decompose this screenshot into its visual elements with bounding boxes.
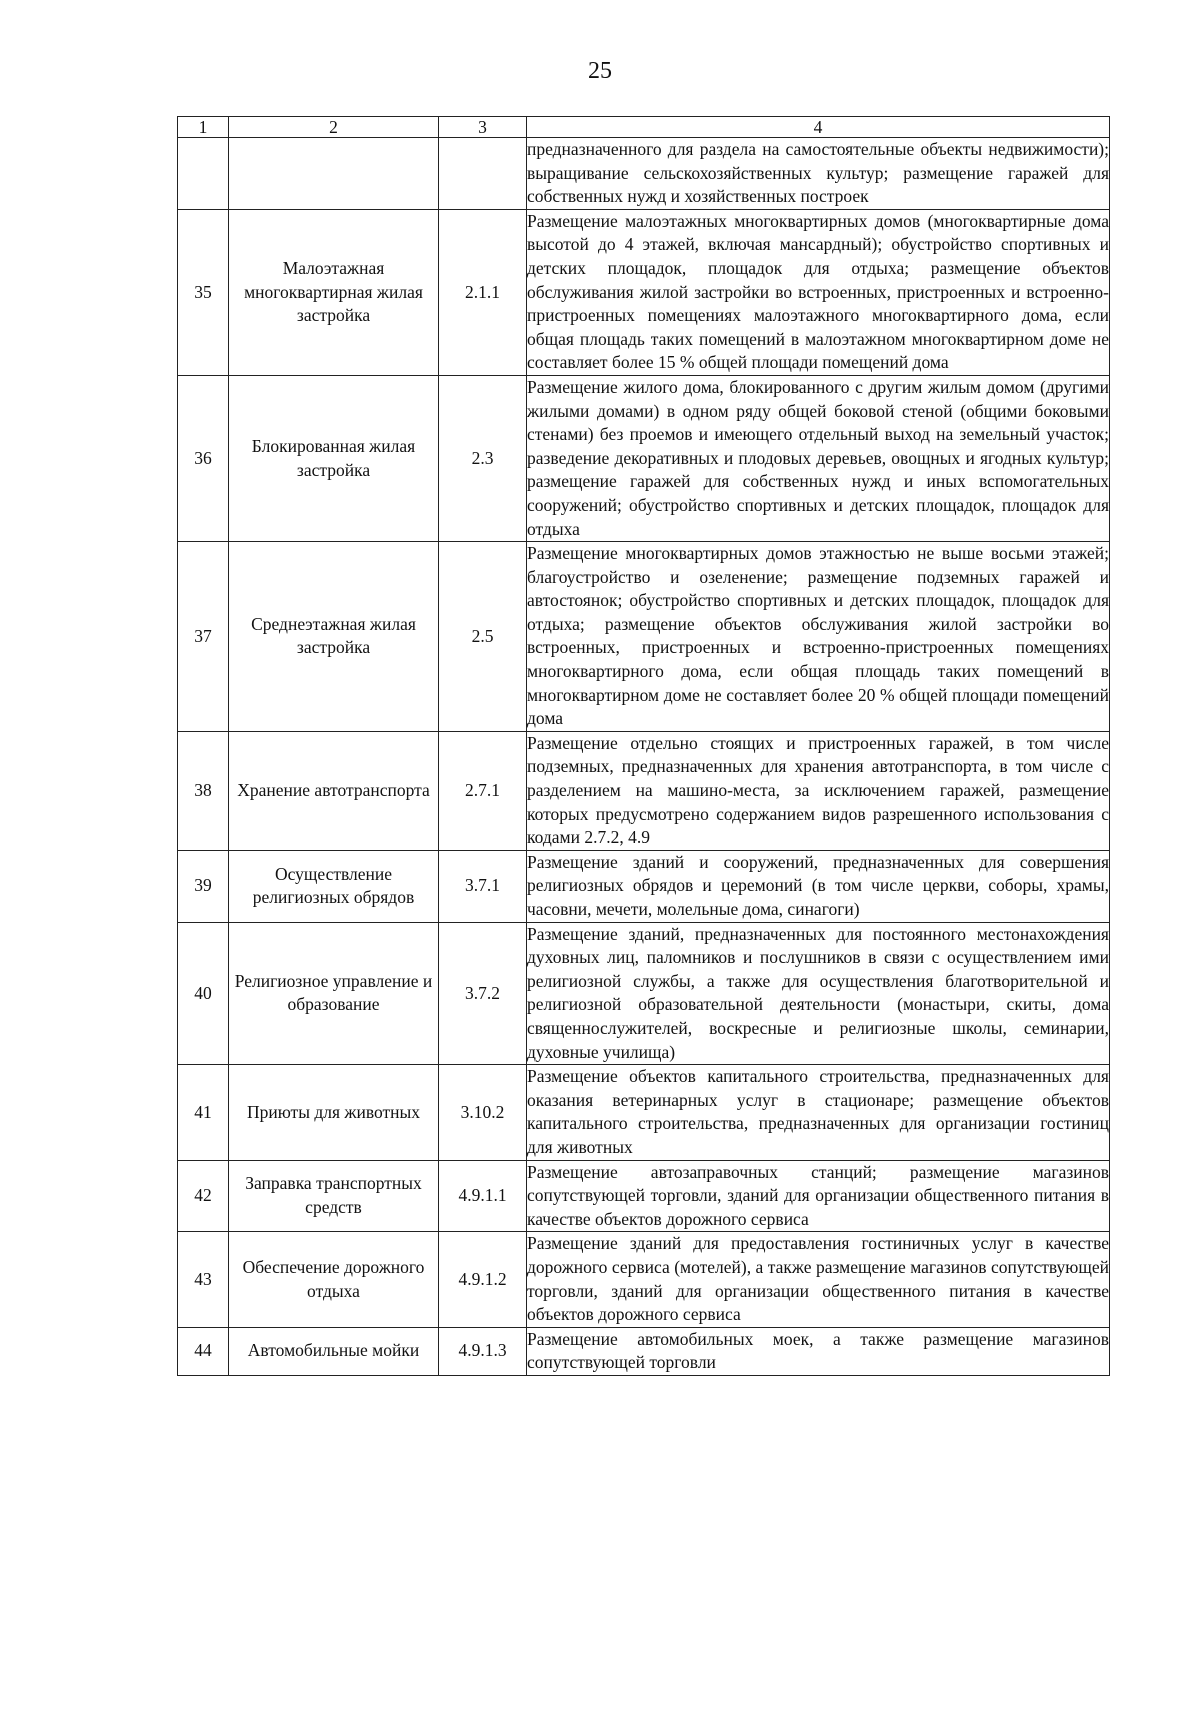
table-row bbox=[178, 731, 1110, 850]
column-header-number: 1 bbox=[178, 117, 229, 138]
row-name: Среднеэтажная жилая застройка bbox=[229, 542, 439, 732]
table-header-row bbox=[178, 117, 1110, 138]
row-description: Размещение зданий, предназначенных для постоянного местонахождения духовных лиц, паломников и послушников в связи с осуществлением ими религиозной службы, а также для осуществления благотворительной и религиозной образовательной деятельности (монастыри, скиты, дома священнослужителей, воскресные и религиозные школы, семинарии, духовные училища) bbox=[527, 922, 1110, 1065]
row-number: 42 bbox=[178, 1160, 229, 1232]
row-name: Приюты для животных bbox=[229, 1065, 439, 1160]
column-header-name: 2 bbox=[229, 117, 439, 138]
row-name: Заправка транспортных средств bbox=[229, 1160, 439, 1232]
row-code: 3.7.2 bbox=[439, 922, 527, 1065]
row-description: Размещение автомобильных моек, а также размещение магазинов сопутствующей торговли bbox=[527, 1327, 1110, 1375]
row-number: 37 bbox=[178, 542, 229, 732]
row-name: Малоэтажная многоквартирная жилая застройка bbox=[229, 209, 439, 375]
table-row bbox=[178, 1160, 1110, 1232]
row-description: Размещение автозаправочных станций; размещение магазинов сопутствующей торговли, зданий для организации общественного питания в качестве объектов дорожного сервиса bbox=[527, 1160, 1110, 1232]
row-code: 4.9.1.2 bbox=[439, 1232, 527, 1327]
row-code: 2.1.1 bbox=[439, 209, 527, 375]
row-number: 41 bbox=[178, 1065, 229, 1160]
row-number: 38 bbox=[178, 731, 229, 850]
table-row bbox=[178, 542, 1110, 732]
row-name: Обеспечение дорожного отдыха bbox=[229, 1232, 439, 1327]
row-description: Размещение жилого дома, блокированного с другим жилым домом (другими жилыми домами) в одном ряду общей боковой стеной (общими боковыми стенами) без проемов и имеющего отдельный выход на земельный участок; разведение декоративных и плодовых деревьев, овощных и ягодных культур; размещение гаражей для собственных нужд и иных вспомогательных сооружений; обустройство спортивных и детских площадок, площадок для отдыха bbox=[527, 375, 1110, 541]
row-code: 2.3 bbox=[439, 375, 527, 541]
row-name: Блокированная жилая застройка bbox=[229, 375, 439, 541]
table-row bbox=[178, 1327, 1110, 1375]
row-description: Размещение объектов капитального строительства, предназначенных для оказания ветеринарных услуг в стационаре; размещение объектов капитального строительства, предназначенных для организации гостиниц для животных bbox=[527, 1065, 1110, 1160]
table-row bbox=[178, 922, 1110, 1065]
row-name: Осуществление религиозных обрядов bbox=[229, 850, 439, 922]
row-name: Религиозное управление и образование bbox=[229, 922, 439, 1065]
row-description: предназначенного для раздела на самостоятельные объекты недвижимости); выращивание сельскохозяйственных культур; размещение гаражей для собственных нужд и хозяйственных построек bbox=[527, 138, 1110, 210]
table-row bbox=[178, 1065, 1110, 1160]
column-header-description: 4 bbox=[527, 117, 1110, 138]
row-name: Хранение автотранспорта bbox=[229, 731, 439, 850]
row-number: 39 bbox=[178, 850, 229, 922]
row-name bbox=[229, 138, 439, 210]
row-number: 36 bbox=[178, 375, 229, 541]
row-code: 3.7.1 bbox=[439, 850, 527, 922]
row-code: 4.9.1.1 bbox=[439, 1160, 527, 1232]
row-number: 44 bbox=[178, 1327, 229, 1375]
row-description: Размещение зданий для предоставления гостиничных услуг в качестве дорожного сервиса (мотелей), а также размещение магазинов сопутствующей торговли, зданий для организации общественного питания в качестве объектов дорожного сервиса bbox=[527, 1232, 1110, 1327]
row-code: 2.5 bbox=[439, 542, 527, 732]
row-code: 3.10.2 bbox=[439, 1065, 527, 1160]
table-row bbox=[178, 850, 1110, 922]
column-header-code: 3 bbox=[439, 117, 527, 138]
row-code: 2.7.1 bbox=[439, 731, 527, 850]
table-row bbox=[178, 1232, 1110, 1327]
table-row bbox=[178, 375, 1110, 541]
row-number: 43 bbox=[178, 1232, 229, 1327]
row-description: Размещение отдельно стоящих и пристроенных гаражей, в том числе подземных, предназначенных для хранения автотранспорта, в том числе с разделением на машино-места, за исключением гаражей, размещение которых предусмотрено содержанием видов разрешенного использования с кодами 2.7.2, 4.9 bbox=[527, 731, 1110, 850]
table-row bbox=[178, 138, 1110, 210]
row-description: Размещение многоквартирных домов этажностью не выше восьми этажей; благоустройство и озеленение; размещение подземных гаражей и автостоянок; обустройство спортивных и детских площадок, площадок для отдыха; размещение объектов обслуживания жилой застройки во встроенных, пристроенных и встроенно-пристроенных помещениях многоквартирного дома, если общая площадь таких помещений в многоквартирном доме не составляет более 20 % общей площади помещений дома bbox=[527, 542, 1110, 732]
row-description: Размещение зданий и сооружений, предназначенных для совершения религиозных обрядов и церемоний (в том числе церкви, соборы, храмы, часовни, мечети, молельные дома, синагоги) bbox=[527, 850, 1110, 922]
land-use-table bbox=[177, 116, 1110, 1376]
row-number: 35 bbox=[178, 209, 229, 375]
page-number: 25 bbox=[588, 58, 612, 84]
table-row bbox=[178, 209, 1110, 375]
row-description: Размещение малоэтажных многоквартирных домов (многоквартирные дома высотой до 4 этажей, включая мансардный); обустройство спортивных и детских площадок, площадок для отдыха; размещение объектов обслуживания жилой застройки во встроенных, пристроенных и встроенно-пристроенных помещениях малоэтажного многоквартирного дома, если общая площадь таких помещений в малоэтажном многоквартирном доме не составляет более 15 % общей площади помещений дома bbox=[527, 209, 1110, 375]
row-number bbox=[178, 138, 229, 210]
row-number: 40 bbox=[178, 922, 229, 1065]
row-name: Автомобильные мойки bbox=[229, 1327, 439, 1375]
row-code: 4.9.1.3 bbox=[439, 1327, 527, 1375]
row-code bbox=[439, 138, 527, 210]
